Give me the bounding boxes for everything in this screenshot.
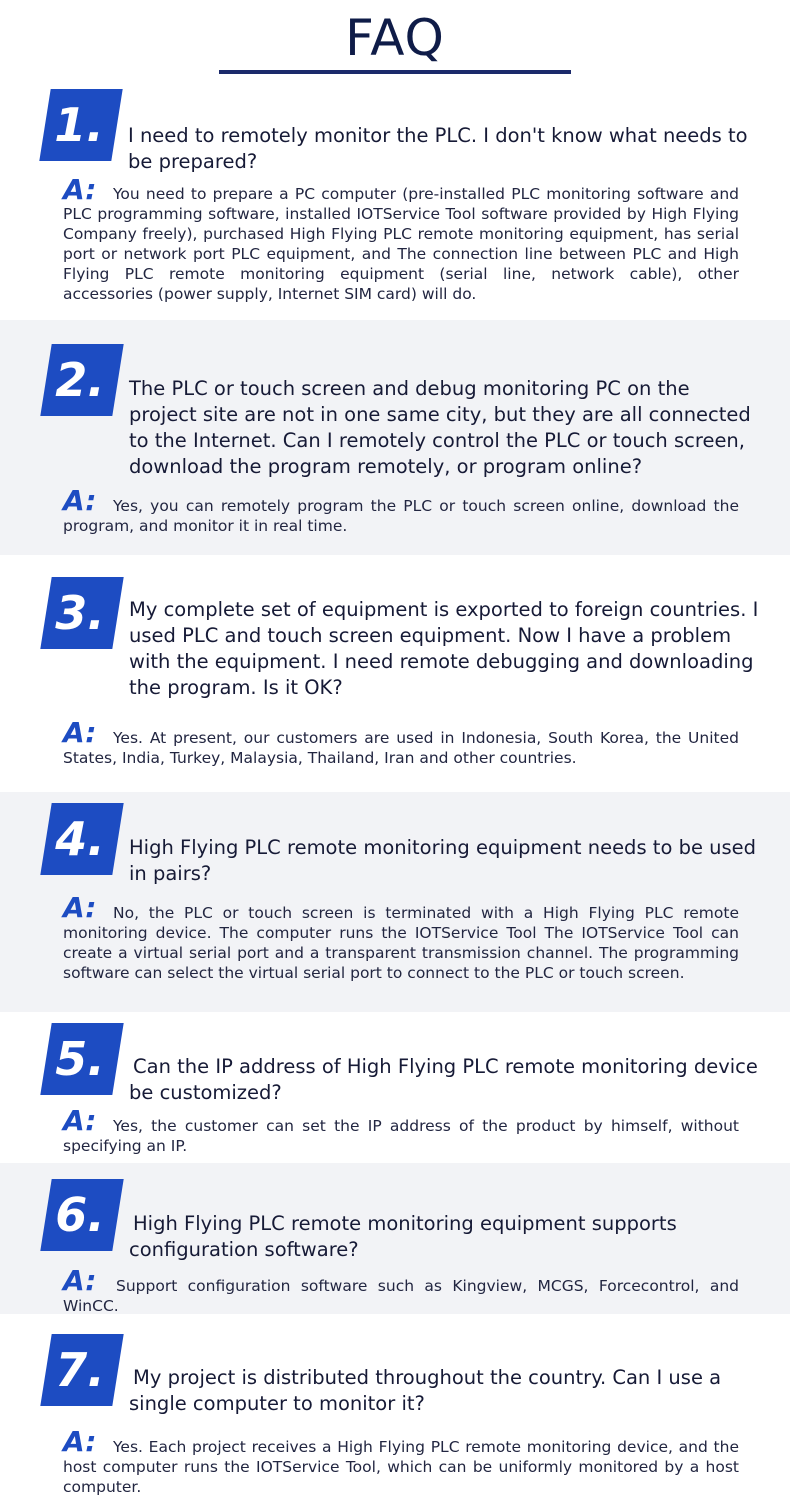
faq-item-1: [0, 88, 790, 320]
answer-marker: A:: [63, 1425, 97, 1458]
question-number: 7.: [55, 1343, 105, 1397]
faq-item-7: [0, 1314, 790, 1498]
question-text: Can the IP address of High Flying PLC remote monitoring device be customized?: [129, 1055, 758, 1104]
question-text: I need to remotely monitor the PLC. I don't know what needs to be prepared?: [128, 124, 748, 173]
title-underline: [219, 70, 571, 74]
answer-text: Yes, you can remotely program the PLC or touch screen online, download the program, and monitor it in real time.: [63, 497, 739, 535]
question-text: High Flying PLC remote monitoring equipment supports configuration software?: [129, 1212, 677, 1261]
faq-item-6: [0, 1163, 790, 1314]
faq-item-5: [0, 1012, 790, 1163]
faq-item-3: [0, 555, 790, 792]
question-text: The PLC or touch screen and debug monitoring PC on the project site are not in one same city, but they are all connected to the Internet. Can I remotely control the PLC or touch screen, download the program remotely, or program online?: [129, 377, 751, 478]
answer-text: Support configuration software such as Kingview, MCGS, Forcecontrol, and WinCC.: [63, 1277, 739, 1315]
answer-marker: A:: [63, 1264, 97, 1297]
answer-text: No, the PLC or touch screen is terminated with a High Flying PLC remote monitoring device. The computer runs the IOTService Tool The IOTService Tool can create a virtual serial port and a transparent transmission channel. The programming software can select the virtual serial port to connect to the PLC or touch screen.: [63, 904, 739, 982]
faq-header: [0, 0, 790, 88]
answer-text: Yes. At present, our customers are used in Indonesia, South Korea, the United States, India, Turkey, Malaysia, Thailand, Iran and other countries.: [63, 729, 739, 767]
answer-text: Yes. Each project receives a High Flying PLC remote monitoring device, and the host computer runs the IOTService Tool, which can be uniformly monitored by a host computer.: [63, 1438, 739, 1496]
question-number: 3.: [55, 586, 105, 640]
faq-item-4: [0, 792, 790, 1012]
question-number: 1.: [54, 98, 104, 152]
answer-marker: A:: [63, 484, 97, 517]
question-number: 2.: [55, 353, 105, 407]
question-number: 5.: [55, 1032, 105, 1086]
answer-marker: A:: [63, 173, 97, 206]
question-text: My complete set of equipment is exported to foreign countries. I used PLC and touch screen equipment. Now I have a problem with the equipment. I need remote debugging and downloading the program. Is it OK?: [129, 598, 759, 699]
question-text: My project is distributed throughout the country. Can I use a single computer to monitor it?: [129, 1366, 722, 1415]
answer-text: Yes, the customer can set the IP address of the product by himself, without specifying an IP.: [63, 1117, 739, 1155]
faq-item-2: [0, 320, 790, 555]
answer-text: You need to prepare a PC computer (pre-installed PLC monitoring software and PLC programming software, installed IOTService Tool software provided by High Flying Company freely), purchased High Flying PLC remote monitoring equipment, has serial port or network port PLC equipment, and The connection line between PLC and High Flying PLC remote monitoring equipment (serial line, network cable), other accessories (power supply, Internet SIM card) will do.: [63, 185, 739, 303]
answer-marker: A:: [63, 1104, 97, 1137]
question-text: High Flying PLC remote monitoring equipment needs to be used in pairs?: [129, 836, 757, 885]
question-number: 4.: [55, 812, 105, 866]
answer-marker: A:: [63, 716, 97, 749]
question-number: 6.: [55, 1188, 105, 1242]
answer-marker: A:: [63, 891, 97, 924]
page-title: FAQ: [345, 9, 445, 67]
